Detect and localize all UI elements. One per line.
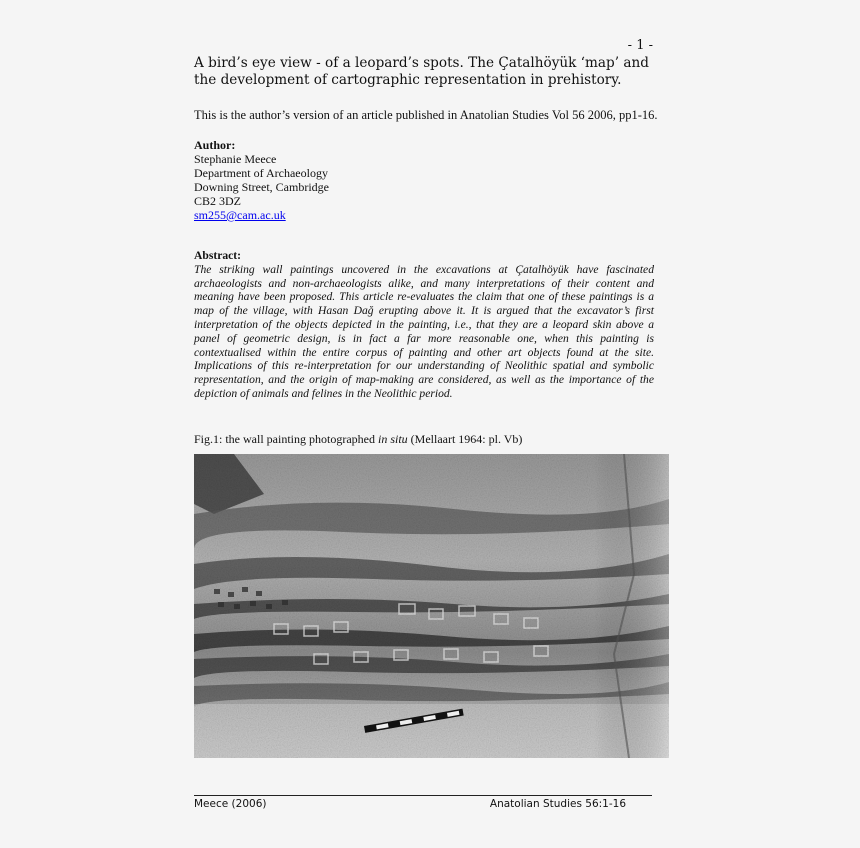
footer-rule [194,795,652,796]
author-postcode: CB2 3DZ [194,194,242,208]
abstract-section [194,249,654,401]
wall-painting-image [194,454,669,758]
abstract-heading: Abstract: [194,249,242,262]
author-block [194,138,494,222]
author-name: Stephanie Meece [194,152,277,166]
author-heading: Author: [194,138,236,152]
author-street: Downing Street, Cambridge [194,180,329,194]
figure-caption [194,432,664,447]
caption-italic: in situ [377,432,408,446]
caption-suffix: (Mellaart 1964: pl. Vb) [407,432,523,446]
footer-citation: Meece (2006) [194,798,267,810]
wall-painting-photo [194,454,669,758]
abstract-body: The striking wall paintings uncovered in the excavations at Çatalhöyük have fascinated archaeologists and non-archaeologists alike, and many interpretations of their content and meaning have been proposed. This article re-evaluates the claim that one of these paintings is a map of the village, with Hasan Dağ erupting above it. It is argued that the excavator’s first interpretation of the objects depicted in the painting, i.e., that they are a leopard skin above a panel of geometric design, is in fact a far more reasonable one, when this painting is contextualised within the entire corpus of painting and other art objects found at the site. Implications of this re-interpretation for our understanding of Neolithic spatial and symbolic representation, and the origin of map-making are considered, as well as the importance of the depiction of animals and felines in the Neolithic period. [194,262,654,400]
version-note: This is the author’s version of an article published in Anatolian Studies Vol 56 2006, pp1-16. [194,108,658,122]
caption-prefix: Fig.1: the wall painting photographed [194,432,378,446]
author-department: Department of Archaeology [194,166,328,180]
page-number: - 1 - [627,38,653,53]
author-email-link[interactable]: sm255@cam.ac.uk [194,208,286,222]
article-title: A bird’s eye view - of a leopard’s spots. The Çatalhöyük ‘map’ and the development of cartographic representation in prehistory. [194,55,649,88]
footer-journal: Anatolian Studies 56:1-16 [489,798,626,810]
